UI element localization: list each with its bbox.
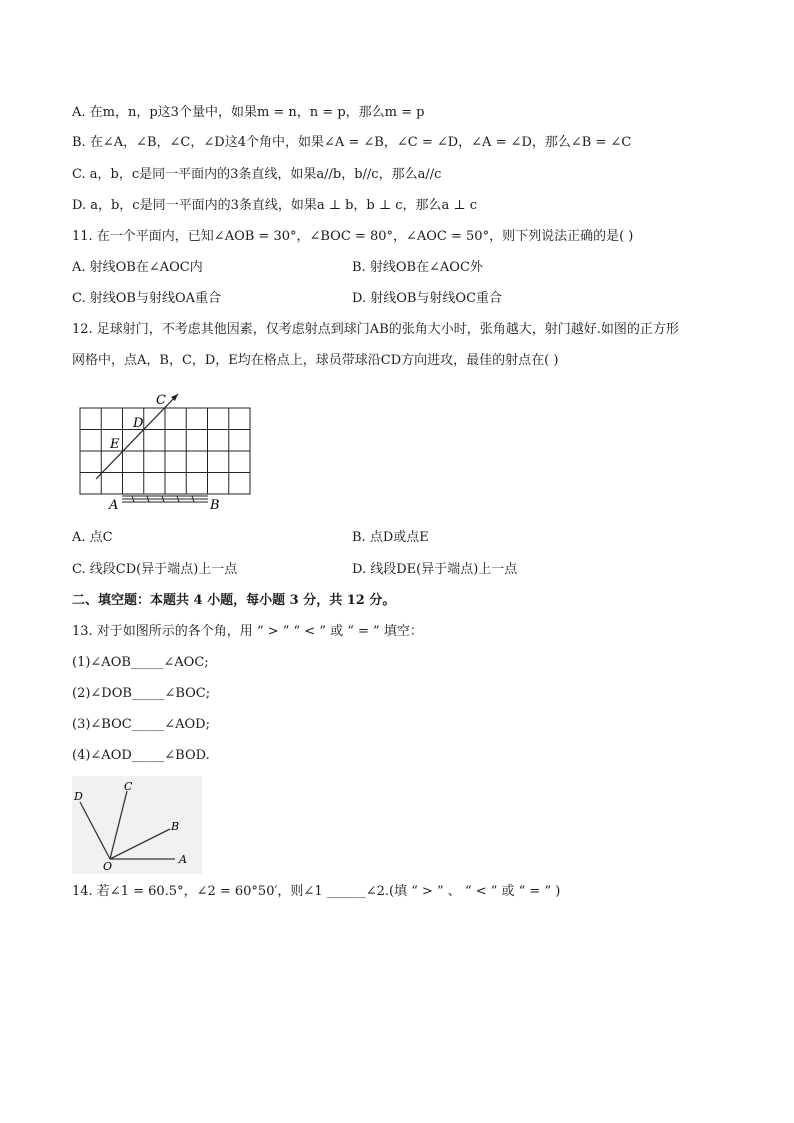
q12-grid-figure [72,388,262,514]
label-c: C [156,393,166,408]
q13-angle-figure [72,776,202,874]
q11-option-d: D. 射线OB与射线OC重合 [352,291,503,306]
q12-option-c: C. 线段CD(异于端点)上一点 [72,562,238,577]
label-d: D [74,790,83,803]
label-o: O [103,860,113,873]
q11-stem: 11. 在一个平面内，已知∠AOB = 30°，∠BOC = 80°，∠AOC = 50°，则下列说法正确的是( ) [72,229,634,244]
q12-stem-line1: 12. 足球射门，不考虑其他因素，仅考虑射点到球门AB的张角大小时，张角越大，射门越好.如图的正方形 [72,322,679,337]
q10-option-c: C. a，b，c是同一平面内的3条直线，如果a//b，b//c，那么a//c [72,167,442,182]
label-d: D [133,416,144,431]
q12-stem-line2: 网格中，点A，B，C，D，E均在格点上，球员带球沿CD方向进攻，最佳的射点在( ) [72,353,559,368]
q10-option-d: D. a，b，c是同一平面内的3条直线，如果a ⊥ b，b ⊥ c，那么a ⊥ c [72,198,478,213]
q13-item-2: (2)∠DOB_____∠BOC; [72,686,211,701]
label-a: A [109,498,119,513]
q13-item-1: (1)∠AOB_____∠AOC; [72,655,209,670]
label-b: B [210,498,220,513]
goal-ab [122,496,208,502]
q12-option-d: D. 线段DE(异于端点)上一点 [352,562,518,577]
label-a: A [179,853,187,866]
label-c: C [124,780,133,793]
section-heading-fill-blank: 二、填空题：本题共 4 小题，每小题 3 分，共 12 分。 [72,593,396,608]
q11-option-a: A. 射线OB在∠AOC内 [72,260,203,275]
q14-text: 14. 若∠1 = 60.5°，∠2 = 60°50′，则∠1 ______∠2.(填 “ > ” 、 “ < ” 或 “ = ” ) [72,884,561,899]
q11-option-c: C. 射线OB与射线OA重合 [72,291,222,306]
q11-option-b: B. 射线OB在∠AOC外 [352,260,483,275]
q13-item-3: (3)∠BOC_____∠AOD; [72,717,210,732]
q13-item-4: (4)∠AOD_____∠BOD. [72,748,210,763]
label-e: E [110,437,120,452]
q12-option-b: B. 点D或点E [352,530,429,545]
q13-stem: 13. 对于如图所示的各个角，用 “ > ” “ < ” 或 “ = ” 填空： [72,624,423,639]
q10-option-a: A. 在m，n，p这3个量中，如果m = n，n = p，那么m = p [72,105,425,120]
q10-option-b: B. 在∠A，∠B，∠C，∠D这4个角中，如果∠A = ∠B，∠C = ∠D，∠A = ∠D，那么∠B = ∠C [72,135,632,150]
q12-option-a: A. 点C [72,530,113,545]
label-b: B [171,820,180,833]
